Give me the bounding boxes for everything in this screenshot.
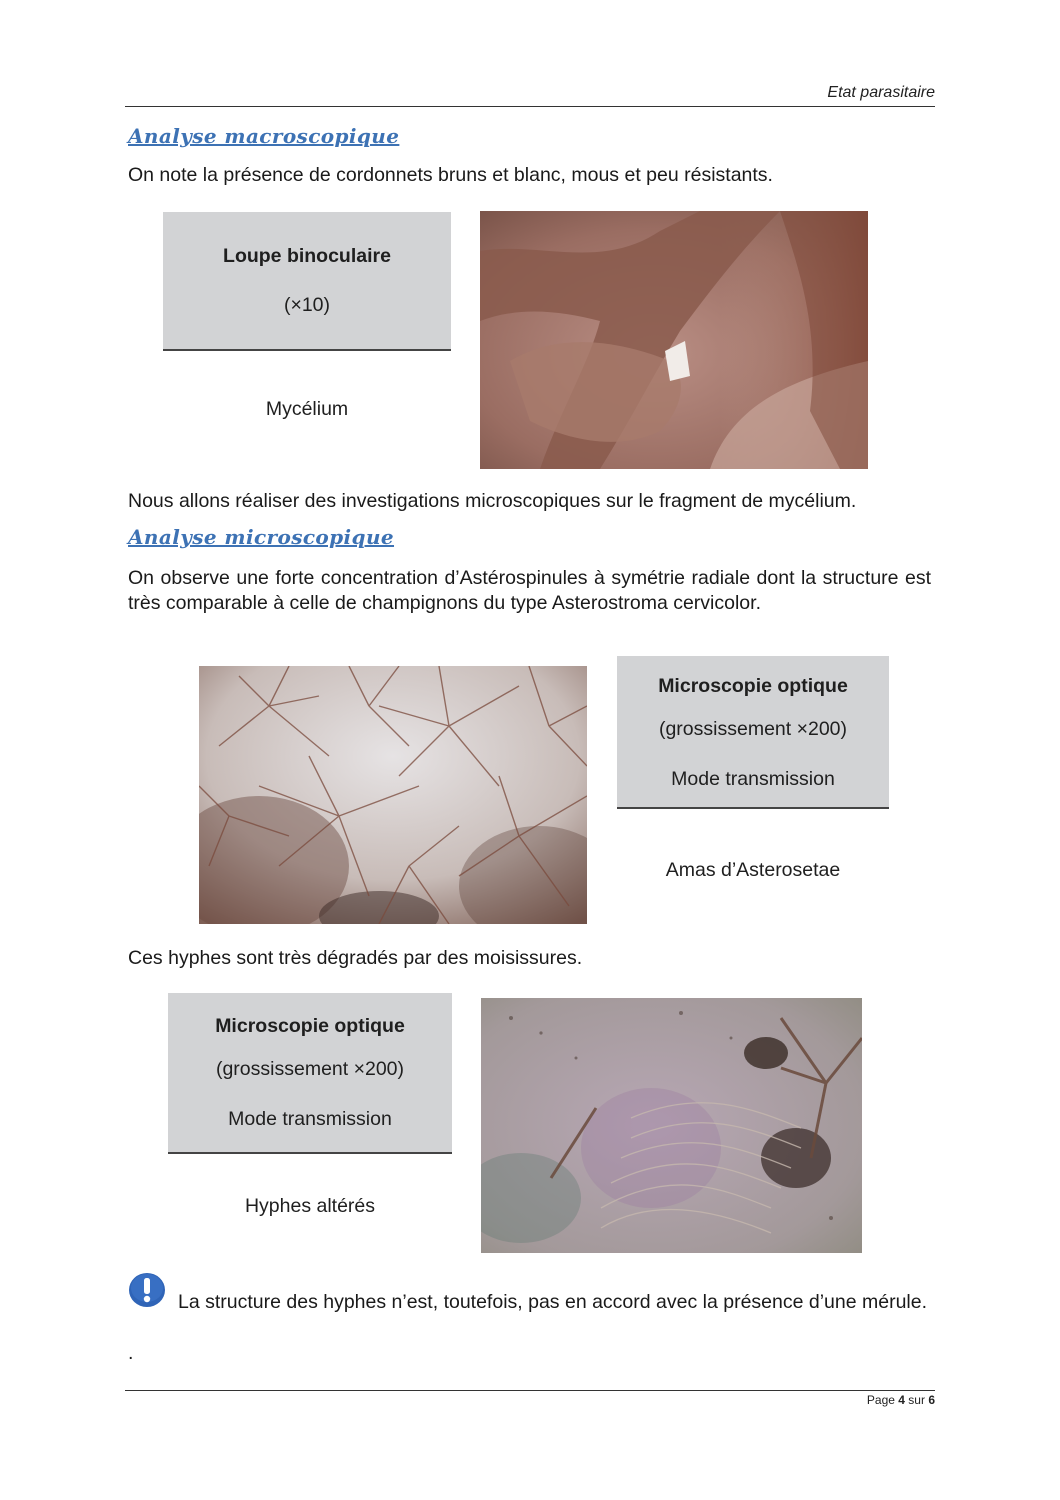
footer-rule (125, 1390, 935, 1391)
page-current: 4 (898, 1393, 905, 1407)
page-middle: sur (904, 1393, 929, 1407)
macro-paragraph: On note la présence de cordonnets bruns et blanc, mous et peu résistants. (128, 164, 773, 186)
header-rule (125, 106, 935, 107)
degraded-paragraph: Ces hyphes sont très dégradés par des moisissures. (128, 947, 583, 969)
page-total: 6 (928, 1393, 935, 1407)
transition-paragraph: Nous allons réaliser des investigations microscopiques sur le fragment de mycélium. (128, 490, 857, 512)
trailing-dot: . (128, 1342, 134, 1364)
box-magnification: (×10) (283, 294, 331, 316)
box-title: Loupe binoculaire (223, 245, 391, 267)
micro-paragraph: On observe une forte concentration d’Astérospinules à symétrie radiale dont la structure est très comparable à celle de champignons du type Asterostroma cervicolor. (128, 567, 931, 614)
box-mode: Mode transmission (671, 768, 835, 790)
page-number (867, 1393, 935, 1407)
heading-macro: Analyse macroscopique (128, 124, 400, 148)
page-prefix: Page (866, 1393, 899, 1407)
heading-micro: Analyse microscopique (128, 525, 395, 549)
caption-mycelium: Mycélium (265, 398, 349, 420)
photo-mycelium (480, 211, 868, 469)
box-magnification: (grossissement ×200) (215, 1058, 405, 1080)
box-title: Microscopie optique (658, 675, 848, 697)
photo-hyphes (481, 998, 862, 1253)
box-title: Microscopie optique (215, 1015, 405, 1037)
photo-asterosetae (199, 666, 587, 924)
caption-asterosetae: Amas d’Asterosetae (665, 859, 841, 881)
running-header: Etat parasitaire (827, 84, 935, 101)
note-paragraph: La structure des hyphes n’est, toutefois, pas en accord avec la présence d’une mérule. (178, 1291, 928, 1313)
caption-hyphes: Hyphes altérés (244, 1195, 376, 1217)
info-box-microscopy-2 (168, 993, 452, 1154)
info-box-loupe (163, 212, 451, 351)
box-mode: Mode transmission (228, 1108, 392, 1130)
info-box-microscopy-1 (617, 656, 889, 809)
box-magnification: (grossissement ×200) (658, 718, 848, 740)
